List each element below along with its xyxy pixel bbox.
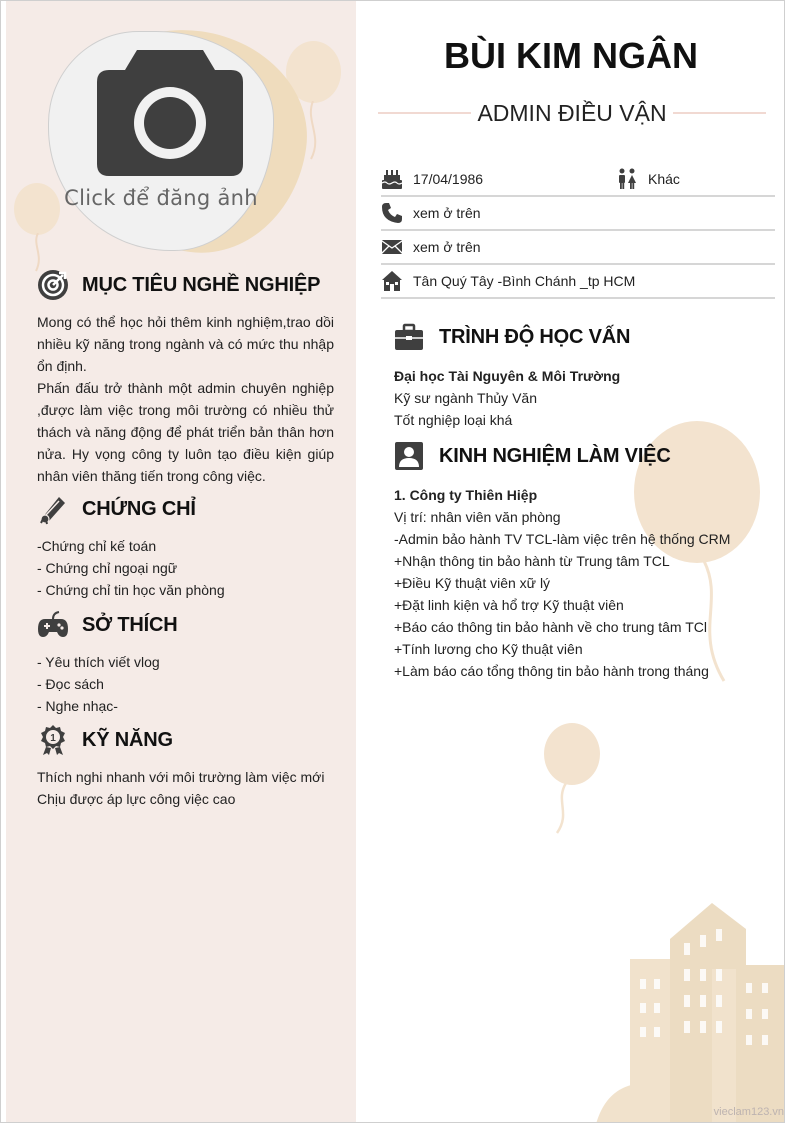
briefcase-icon xyxy=(394,322,424,352)
hobby-item: - Nghe nhạc- xyxy=(37,698,118,714)
info-row-birthday-gender xyxy=(381,163,775,197)
home-icon xyxy=(381,270,403,292)
experience-line: +Đặt linh kiện và hổ trợ Kỹ thuật viên xyxy=(394,597,624,613)
title-rule-right xyxy=(673,112,766,114)
contact-info xyxy=(381,163,775,299)
job-title: ADMIN ĐIỀU VẬN xyxy=(477,99,667,126)
email-icon xyxy=(381,236,403,258)
info-row-phone xyxy=(381,197,775,231)
experience-company: 1. Công ty Thiên Hiệp xyxy=(394,487,538,503)
balloon-string-decoration xyxy=(28,233,58,273)
profile-photo-upload[interactable] xyxy=(48,31,274,251)
certificate-item: - Chứng chỉ ngoại ngữ xyxy=(37,560,178,576)
balloon-decoration xyxy=(544,723,600,785)
education-major: Kỹ sư ngành Thủy Văn xyxy=(394,390,537,406)
city-buildings-decoration xyxy=(596,899,785,1123)
gender-icon xyxy=(616,168,638,190)
hobbies-section xyxy=(37,609,334,717)
phone-icon xyxy=(381,202,403,224)
hobbies-title: SỞ THÍCH xyxy=(82,613,178,636)
education-school: Đại học Tài Nguyên & Môi Trường xyxy=(394,368,621,384)
watermark: vieclam123.vn xyxy=(713,1106,784,1118)
info-row-address xyxy=(381,265,775,299)
address-value: Tân Quý Tây -Bình Chánh _tp HCM xyxy=(413,273,636,289)
experience-line: +Làm báo cáo tổng thông tin bảo hành trong tháng xyxy=(394,663,709,679)
certificate-item: - Chứng chỉ tin học văn phòng xyxy=(37,582,225,598)
user-card-icon xyxy=(394,441,424,471)
award-badge-icon xyxy=(37,724,69,756)
objective-paragraph: Phấn đấu trở thành một admin chuyên nghiệp ,được làm việc trong môi trường có nhiều thử thách và năng động để phát triển bản thân hơn nửa. Hy vọng công ty luôn tạo điều kiện giúp nhân viên thăng tiến trong công việc. xyxy=(37,380,334,484)
objective-section xyxy=(37,269,334,487)
certificates-section xyxy=(37,493,334,601)
job-title-row xyxy=(378,97,766,129)
skill-item: Thích nghi nhanh với môi trường làm việc mới xyxy=(37,769,325,785)
gamepad-icon xyxy=(37,609,69,641)
objective-paragraph: Mong có thể học hỏi thêm kinh nghiệm,trao dồi nhiều kỹ năng trong ngành và có mức thu nhập ổn định. xyxy=(37,314,334,374)
experience-line: Vị trí: nhân viên văn phòng xyxy=(394,509,561,525)
candidate-name: BÙI KIM NGÂN xyxy=(444,35,698,76)
info-row-email xyxy=(381,231,775,265)
experience-line: -Admin bảo hành TV TCL-làm việc trên hệ thống CRM xyxy=(394,531,731,547)
diploma-icon xyxy=(37,493,69,525)
certificate-item: -Chứng chỉ kế toán xyxy=(37,538,157,554)
experience-line: +Báo cáo thông tin bảo hành về cho trung tâm TCl xyxy=(394,619,708,635)
target-icon xyxy=(37,269,69,301)
education-section xyxy=(394,321,744,431)
experience-section xyxy=(394,440,744,682)
education-grade: Tốt nghiệp loại khá xyxy=(394,412,513,428)
objective-title: MỤC TIÊU NGHỀ NGHIỆP xyxy=(82,273,321,296)
balloon-string-decoration xyxy=(551,783,581,835)
birthday-cake-icon xyxy=(381,168,403,190)
camera-icon xyxy=(97,50,243,176)
skills-title: KỸ NĂNG xyxy=(82,728,173,751)
hobby-item: - Yêu thích viết vlog xyxy=(37,654,160,670)
photo-caption: Click để đăng ảnh xyxy=(64,186,258,210)
skill-item: Chịu được áp lực công việc cao xyxy=(37,791,236,807)
experience-line: +Nhận thông tin bảo hành từ Trung tâm TCL xyxy=(394,553,670,569)
hobby-item: - Đọc sách xyxy=(37,676,104,692)
phone-value: xem ở trên xyxy=(413,205,481,221)
svg-text:1: 1 xyxy=(50,733,56,744)
left-sidebar xyxy=(6,1,356,1123)
skills-section xyxy=(37,724,334,810)
certificates-title: CHỨNG CHỈ xyxy=(82,497,196,520)
right-column xyxy=(356,1,785,1123)
experience-title: KINH NGHIỆM LÀM VIỆC xyxy=(439,444,671,467)
experience-line: +Điều Kỹ thuật viên xữ lý xyxy=(394,575,551,591)
birthday-value: 17/04/1986 xyxy=(413,171,484,187)
gender-value: Khác xyxy=(648,171,680,187)
experience-line: +Tính lương cho Kỹ thuật viên xyxy=(394,641,583,657)
email-value: xem ở trên xyxy=(413,239,481,255)
title-rule-left xyxy=(378,112,471,114)
education-title: TRÌNH ĐỘ HỌC VẤN xyxy=(439,325,631,348)
